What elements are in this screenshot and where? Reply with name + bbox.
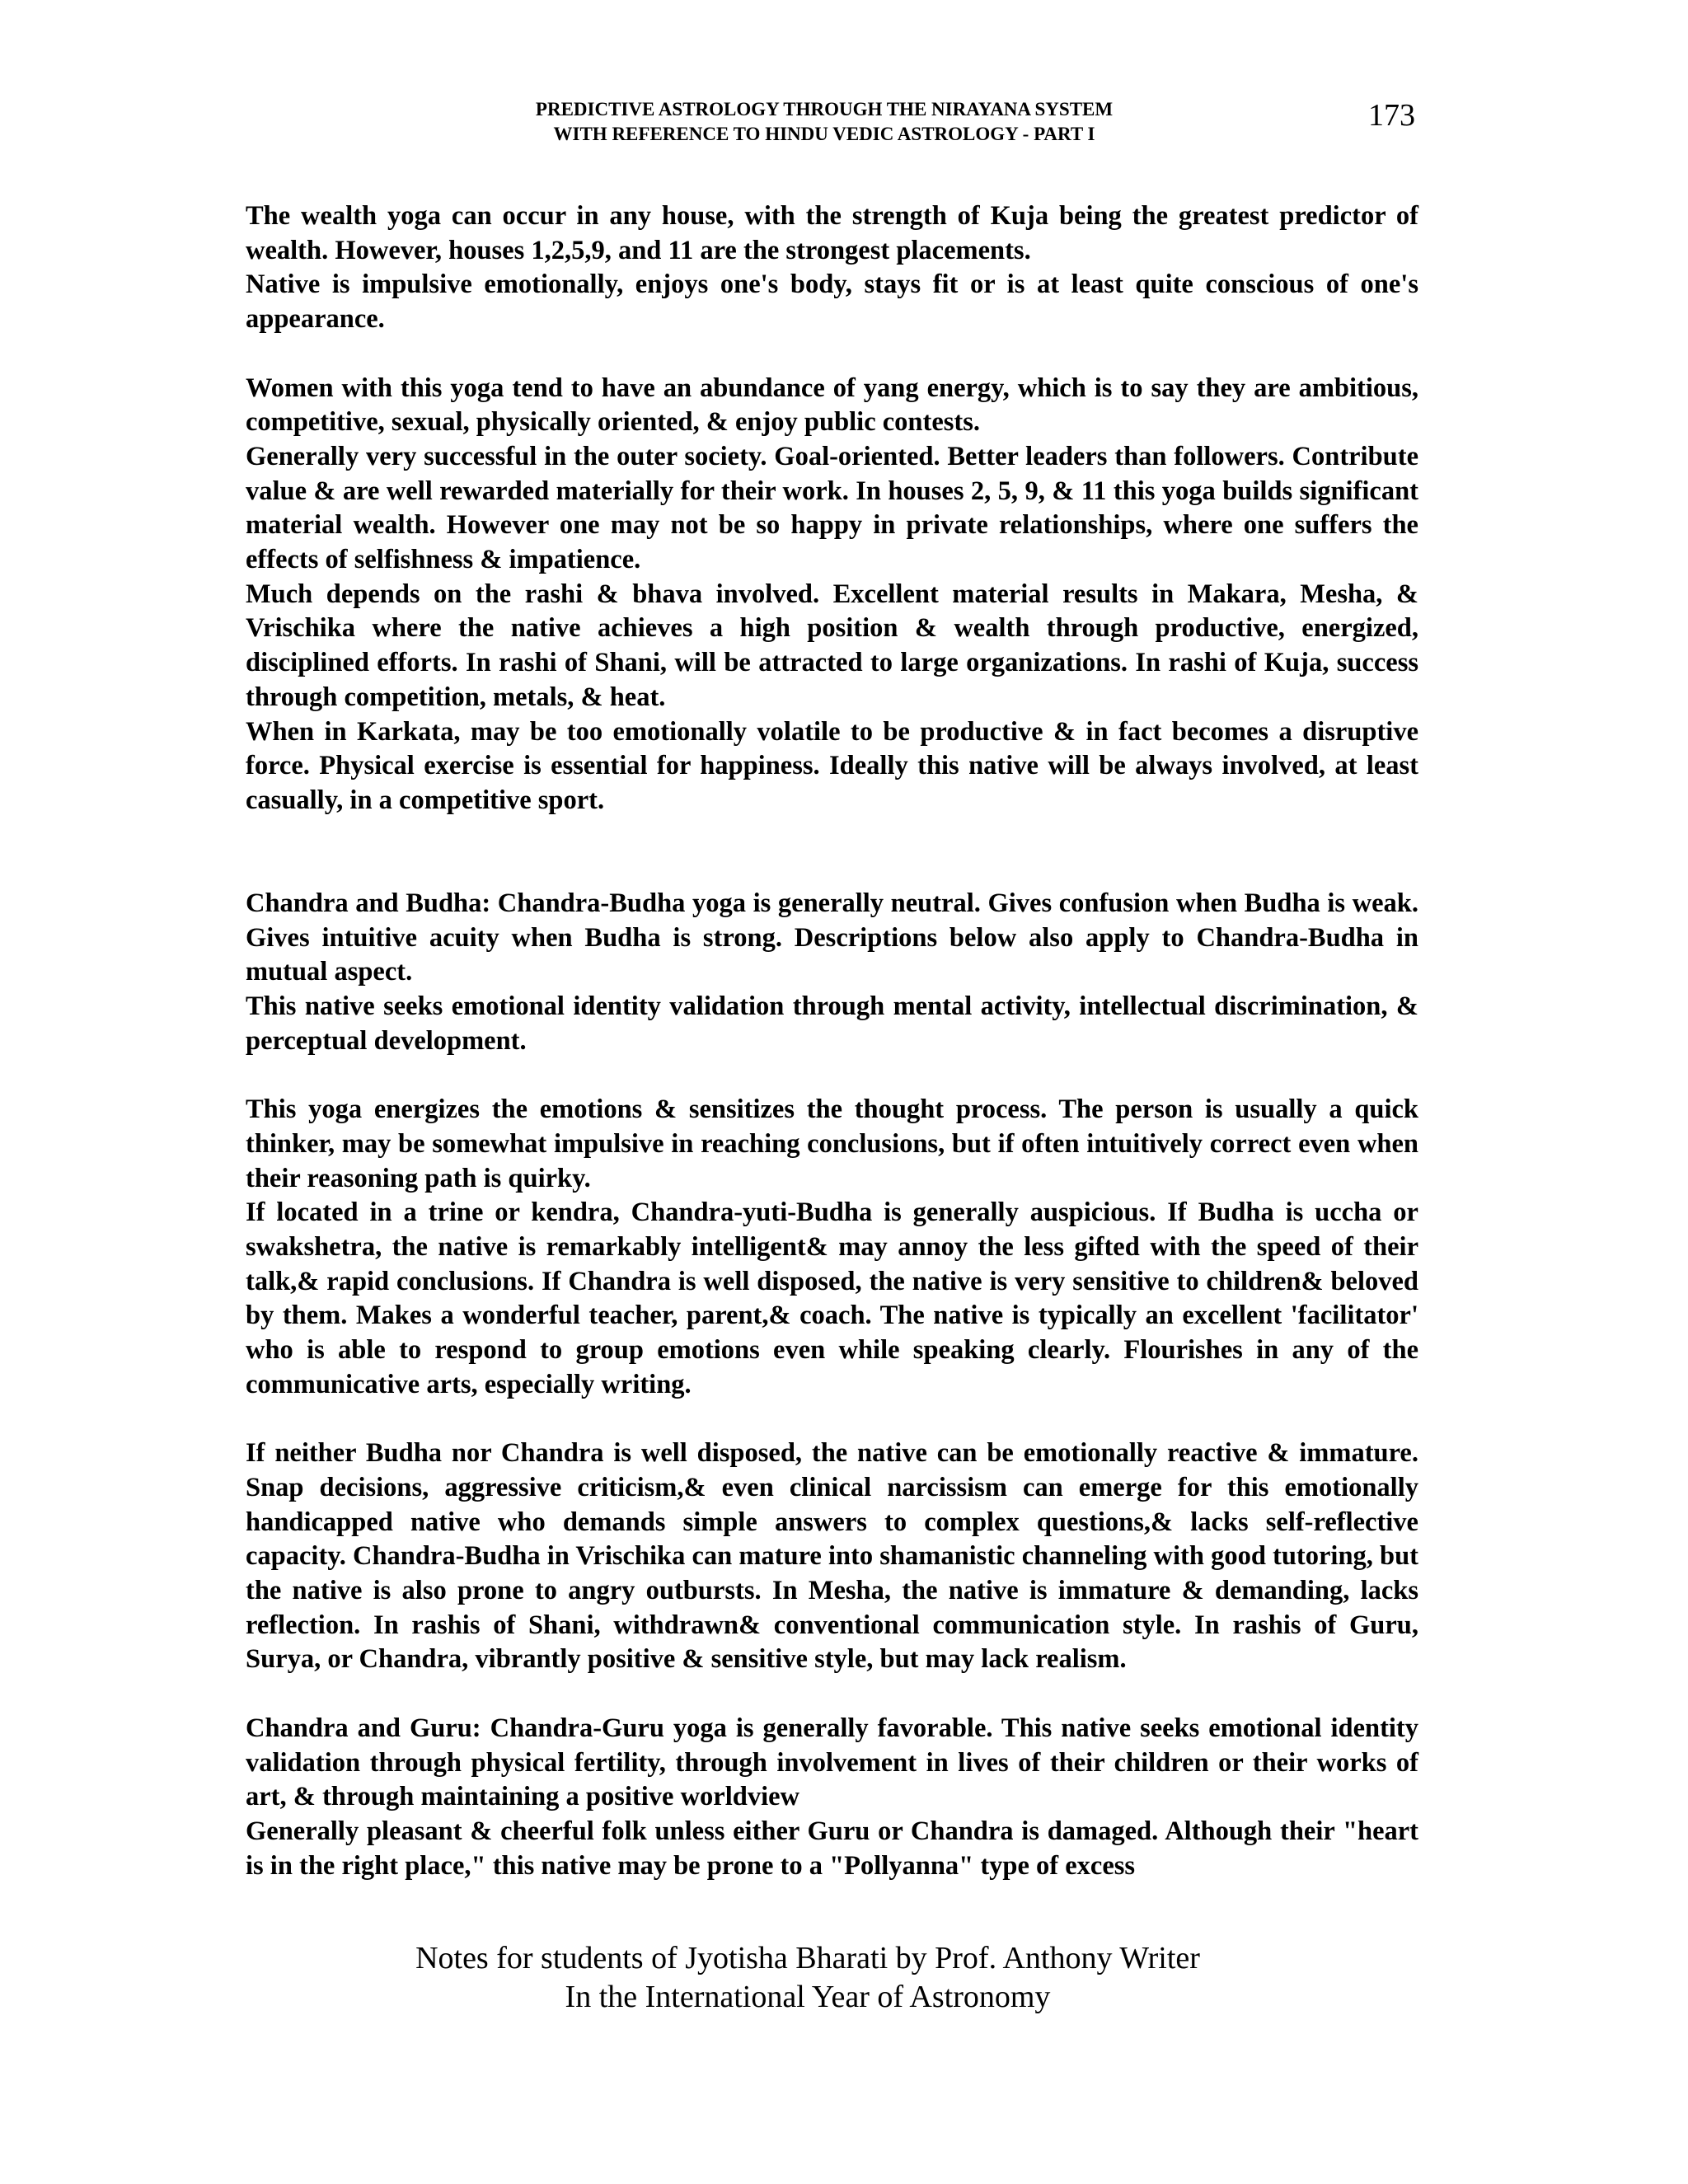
running-header [330,97,1319,147]
paragraph: Chandra and Guru: Chandra-Guru yoga is generally favorable. This native seeks emotional identity validation through physical fertility, through involvement in lives of their children or their works of art, & through maintaining a positive worldview [246,1713,1418,1812]
page-number: 173 [1368,98,1415,133]
footer-line-1: Notes for students of Jyotisha Bharati by Prof. Anthony Writer [415,1941,1200,1975]
paragraph-spacer [246,337,1418,372]
header-title-line-1: PREDICTIVE ASTROLOGY THROUGH THE NIRAYANA SYSTEM [535,99,1114,120]
paragraph-spacer [246,1403,1418,1437]
paragraph: Generally very successful in the outer society. Goal-oriented. Better leaders than followers. Contribute value & are well rewarded materially for their work. In houses 2, 5, 9, & 11 this yoga builds significant material wealth. However one may not be so happy in private relationships, where one suffers the effects of selfishness & impatience. [246,441,1418,575]
paragraph: This yoga energizes the emotions & sensitizes the thought process. The person is usually a quick thinker, may be somewhat impulsive in reaching conclusions, but if often intuitively correct even when their reasoning path is quirky. [246,1094,1418,1193]
paragraph: Native is impulsive emotionally, enjoys one's body, stays fit or is at least quite conscious of one's appearance. [246,269,1418,335]
paragraph-spacer [246,1677,1418,1712]
paragraph-spacer [246,818,1418,887]
paragraph: Generally pleasant & cheerful folk unless either Guru or Chandra is damaged. Although their "heart is in the right place," this native may be prone to a "Pollyanna" type of excess [246,1816,1418,1881]
page-footer [313,1939,1302,2017]
paragraph: Much depends on the rashi & bhava involved. Excellent material results in Makara, Mesha, & Vrischika where the native achieves a high position & wealth through productive, energized, disciplined efforts. In rashi of Shani, will be attracted to large organizations. In rashi of Kuja, success through competition, metals, & heat. [246,579,1418,712]
paragraph: If neither Budha nor Chandra is well disposed, the native can be emotionally reactive & immature. Snap decisions, aggressive criticism,& even clinical narcissism can emerge for this emotionally handicapped native who demands simple answers to complex questions,& lacks self-reflective capacity. Chandra-Budha in Vrischika can mature into shamanistic channeling with good tutoring, but the native is also prone to angry outbursts. In Mesha, the native is immature & demanding, lacks reflection. In rashis of Shani, withdrawn& conventional communication style. In rashis of Guru, Surya, or Chandra, vibrantly positive & sensitive style, but may lack realism. [246,1438,1419,1675]
paragraph: Chandra and Budha: Chandra-Budha yoga is generally neutral. Gives confusion when Budha is weak. Gives intuitive acuity when Budha is strong. Descriptions below also apply to Chandra-Budha in mutual aspect. [246,888,1418,987]
paragraph: If located in a trine or kendra, Chandra-yuti-Budha is generally auspicious. If Budha is uccha or swakshetra, the native is remarkably intelligent& may annoy the less gifted with the speed of their talk,& rapid conclusions. If Chandra is well disposed, the native is very sensitive to children& beloved by them. Makes a wonderful teacher, parent,& coach. The native is typically an excellent 'facilitator' who is able to respond to group emotions even while speaking clearly. Flourishes in any of the communicative arts, especially writing. [246,1197,1418,1399]
paragraph: The wealth yoga can occur in any house, with the strength of Kuja being the greatest predictor of wealth. However, houses 1,2,5,9, and 11 are the strongest placements. [246,201,1418,265]
paragraph: When in Karkata, may be too emotionally volatile to be productive & in fact becomes a disruptive force. Physical exercise is essential for happiness. Ideally this native will be always involved, at least casually, in a competitive sport. [246,716,1418,815]
paragraph: This native seeks emotional identity validation through mental activity, intellectual discrimination, & perceptual development. [246,991,1418,1056]
header-title-line-2: WITH REFERENCE TO HINDU VEDIC ASTROLOGY - PART I [553,124,1095,144]
body-text [246,199,1418,1883]
paragraph-spacer [246,1059,1418,1094]
footer-line-2: In the International Year of Astronomy [565,1980,1051,2014]
paragraph: Women with this yoga tend to have an abundance of yang energy, which is to say they are ambitious, competitive, sexual, physically oriented, & enjoy public contests. [246,373,1418,438]
